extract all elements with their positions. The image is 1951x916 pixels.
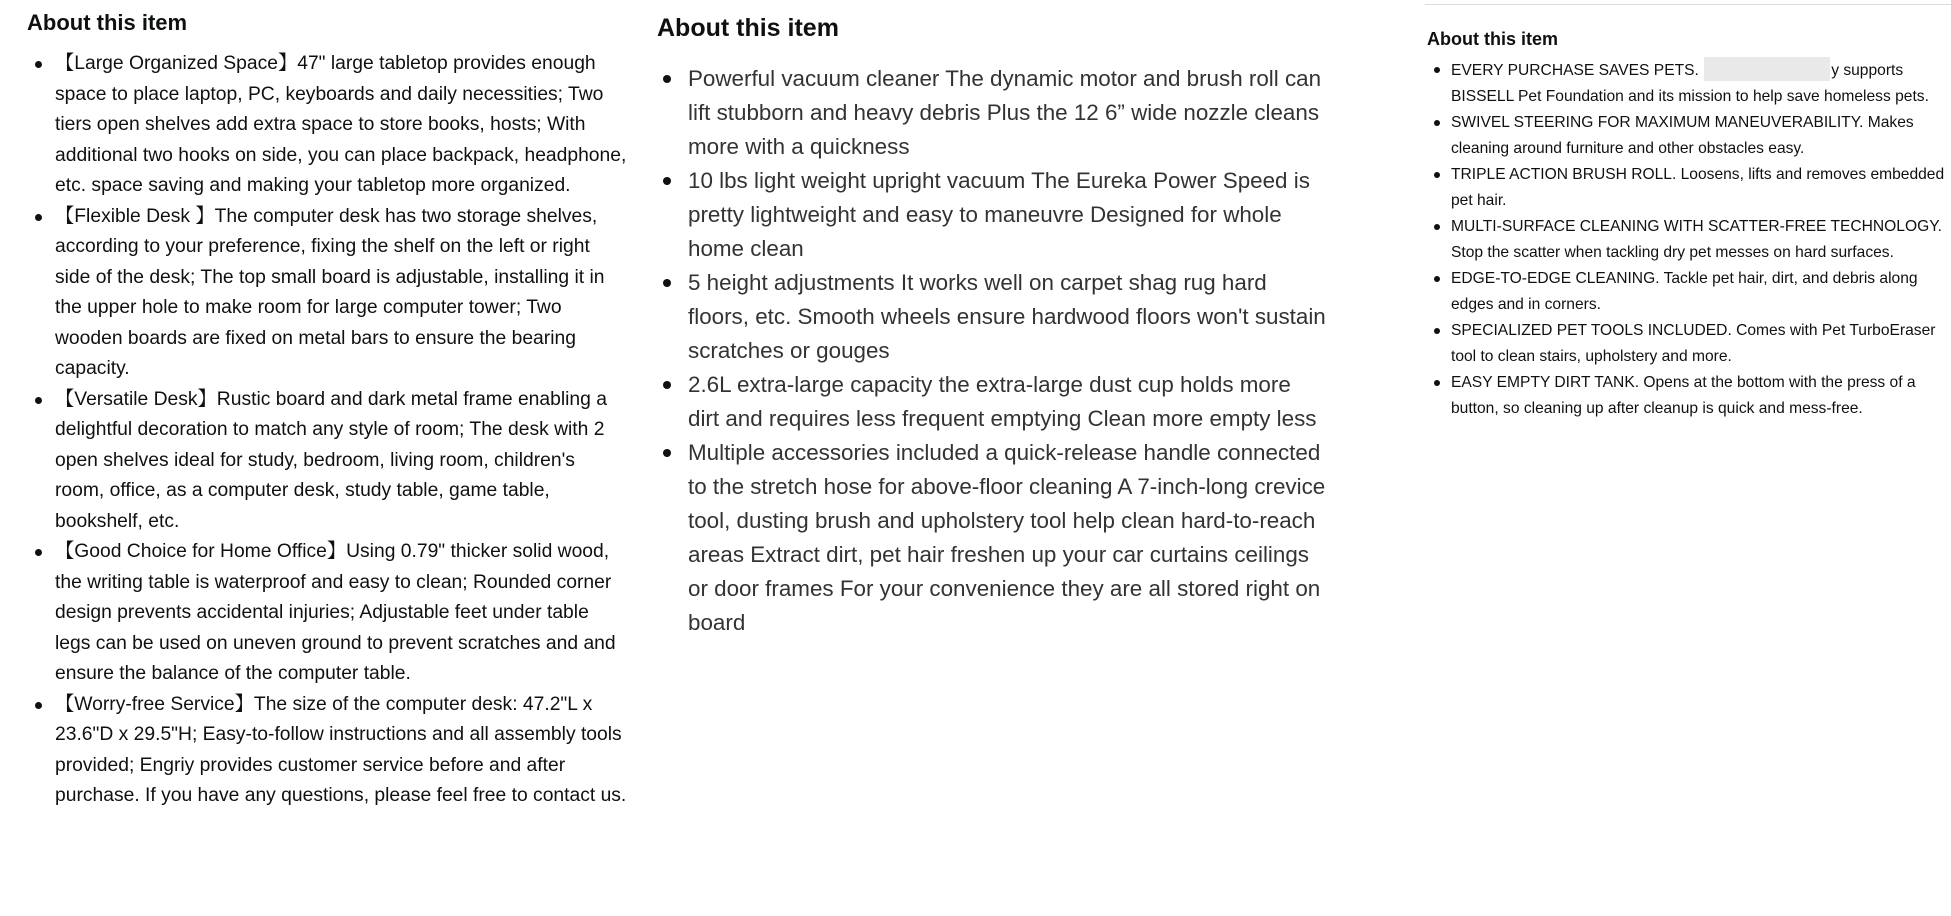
list-item: 【Flexible Desk 】The computer desk has two storage shelves, according to your preference, fixing the shelf on the left or right side of the desk; The top small board is adjustable, installing it in the upper hole to make room for large computer tower; Two wooden boards are fixed on metal bars to ensure the bearing capacity.: [55, 202, 627, 385]
feature-bullet-list: [27, 49, 627, 812]
feature-bullet-list: [1427, 57, 1947, 422]
list-item: Multiple accessories included a quick-release handle connected to the stretch hose for above-floor cleaning A 7-inch-long crevice tool, dusting brush and upholstery tool help clean hard-to-reach areas Extract dirt, pet hair freshen up your car curtains ceilings or door frames For your convenience they are all stored right on board: [688, 436, 1327, 640]
list-item: 【Versatile Desk】Rustic board and dark metal frame enabling a delightful decoration to match any style of room; The desk with 2 open shelves ideal for study, bedroom, living room, children's room, office, as a computer desk, study table, game table, bookshelf, etc.: [55, 385, 627, 538]
redaction-box: [1704, 57, 1830, 81]
list-item: EDGE-TO-EDGE CLEANING. Tackle pet hair, dirt, and debris along edges and in corners.: [1451, 266, 1947, 318]
divider: [1425, 4, 1951, 5]
list-item: 5 height adjustments It works well on carpet shag rug hard floors, etc. Smooth wheels ensure hardwood floors won't sustain scratches or gouges: [688, 266, 1327, 368]
list-item: Powerful vacuum cleaner The dynamic motor and brush roll can lift stubborn and heavy debris Plus the 12 6” wide nozzle cleans more with a quickness: [688, 62, 1327, 164]
about-item-heading: About this item: [657, 14, 839, 42]
list-item: 10 lbs light weight upright vacuum The Eureka Power Speed is pretty lightweight and easy to maneuvre Designed for whole home clean: [688, 164, 1327, 266]
bullet-text-start: EVERY PURCHASE SAVES PETS.: [1451, 62, 1699, 79]
about-item-panel-pet-vacuum: [1427, 27, 1947, 422]
list-item: SWIVEL STEERING FOR MAXIMUM MANEUVERABILITY. Makes cleaning around furniture and other obstacles easy.: [1451, 110, 1947, 162]
list-item: 【Good Choice for Home Office】Using 0.79" thicker solid wood, the writing table is waterproof and easy to clean; Rounded corner design prevents accidental injuries; Adjustable feet under table legs can be used on uneven ground to prevent scratches and and ensure the balance of the computer table.: [55, 537, 627, 690]
list-item: [1451, 57, 1947, 110]
list-item: 【Large Organized Space】47" large tabletop provides enough space to place laptop, PC, keyboards and daily necessities; Two tiers open shelves add extra space to store books, hosts; With additional two hooks on side, you can place backpack, headphone, etc. space saving and making your tabletop more organized.: [55, 49, 627, 202]
list-item: 【Worry-free Service】The size of the computer desk: 47.2"L x 23.6"D x 29.5"H; Easy-to-follow instructions and all assembly tools provided; Engriy provides customer service before and after purchase. If you have any questions, please feel free to contact us.: [55, 690, 627, 812]
list-item: MULTI-SURFACE CLEANING WITH SCATTER-FREE TECHNOLOGY. Stop the scatter when tackling dry pet messes on hard surfaces.: [1451, 214, 1947, 266]
list-item: EASY EMPTY DIRT TANK. Opens at the bottom with the press of a button, so cleaning up after cleanup is quick and mess-free.: [1451, 370, 1947, 422]
list-item: SPECIALIZED PET TOOLS INCLUDED. Comes with Pet TurboEraser tool to clean stairs, upholstery and more.: [1451, 318, 1947, 370]
bullet-text-end: y supports BISSELL Pet Foundation and its mission to help save homeless pets.: [1451, 62, 1929, 105]
list-item: TRIPLE ACTION BRUSH ROLL. Loosens, lifts and removes embedded pet hair.: [1451, 162, 1947, 214]
list-item: 2.6L extra-large capacity the extra-large dust cup holds more dirt and requires less frequent emptying Clean more empty less: [688, 368, 1327, 436]
about-item-heading: About this item: [27, 10, 188, 35]
about-item-panel-desk: [27, 8, 627, 812]
feature-bullet-list: [657, 62, 1327, 640]
about-item-heading: About this item: [1427, 29, 1558, 49]
about-item-panel-vacuum: [657, 11, 1327, 640]
